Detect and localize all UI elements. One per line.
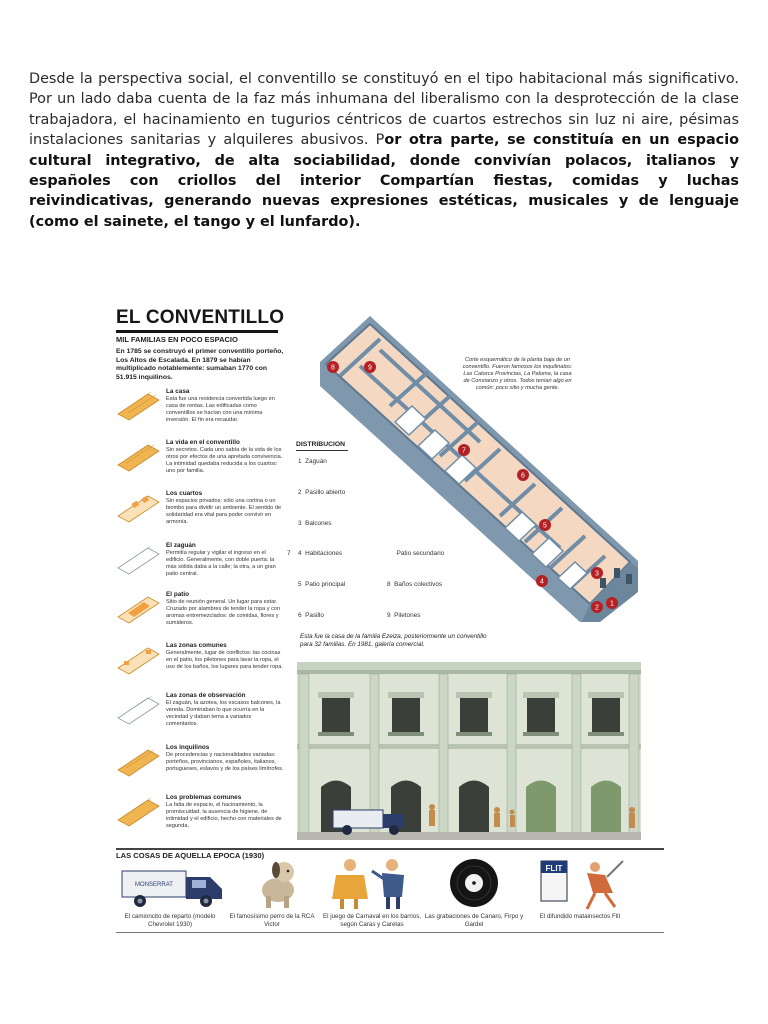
plan-marker-4	[536, 575, 548, 587]
sidebar-head: Los problemas comunes	[166, 794, 242, 801]
plan-thumbnail-icon	[116, 798, 161, 828]
plan-marker-8	[327, 361, 339, 373]
plan-marker-2	[591, 601, 603, 613]
sidebar-item-zonas-comunes	[116, 642, 296, 687]
svg-text:8: 8	[331, 364, 335, 372]
svg-text:4: 4	[540, 578, 544, 586]
distribucion-number: 7	[287, 550, 291, 557]
infographic-title: EL CONVENTILLO	[116, 307, 285, 328]
svg-text:MONSERRAT: MONSERRAT	[135, 882, 173, 888]
sidebar-item-cuartos	[116, 490, 296, 535]
svg-text:7: 7	[462, 447, 466, 455]
sidebar-text: Sitio de reunión general. Un lugar para estar. Cruzado por alambres de tender la ropa y con aromas entremezclados: de comidas, flores y sumideros.	[166, 599, 281, 626]
distribucion-heading: DISTRIBUCION	[296, 441, 346, 448]
infographic-subtitle: MIL FAMILIAS EN POCO ESPACIO	[116, 335, 238, 344]
plan-marker-3	[591, 567, 603, 579]
distribucion-label: Pasillo abierto	[305, 489, 346, 496]
sidebar-head: La casa	[166, 388, 190, 395]
sidebar-head: Las zonas comunes	[166, 642, 227, 649]
delivery-truck-icon	[118, 863, 230, 909]
plan-thumbnail-icon	[116, 646, 161, 676]
distribucion-label: Zaguán	[305, 458, 327, 465]
distribucion-number: 4	[298, 550, 302, 557]
distribucion-label: Balcones	[305, 520, 332, 527]
sidebar-text: Sin secretos. Cada uno sabía de la vida de los otros por efectos de una apretada convivencia. La intimidad quedaba reducida a los cuartos: uno por familia.	[166, 447, 283, 474]
intro-paragraph	[29, 69, 739, 232]
intro-normal-text: Desde la perspectiva social, el conventillo se constituyó en el tipo habitacional más significativo. Por un lado daba cuenta de la faz más inhumana del liberalismo con la desprotección de la clase trabajadora, el hacinamiento en tugurios céntricos de cuartos estrechos sin luz ni aire, pésimas instalaciones sanitarias y alquileres abusivos. P	[29, 71, 739, 149]
sidebar-head: Los cuartos	[166, 490, 203, 497]
sidebar-head: Los inquilinos	[166, 744, 210, 751]
plan-marker-6	[517, 469, 529, 481]
plan-marker-7	[458, 444, 470, 456]
sidebar-text: La falta de espacio, el hacinamiento, la promiscuidad, la ausencia de higiene, de intimidad y el edificio, hecho con materiales de segunda.	[166, 802, 282, 829]
plan-thumbnail-icon	[116, 748, 161, 778]
sidebar-text: El zaguán, la azotea, los escasos balcones, la vereda. Dominaban lo que ocurría en la vecindad y daban tema a variados comentarios.	[166, 700, 281, 727]
plan-thumbnail-icon	[116, 443, 161, 473]
infographic-lead: En 1785 se construyó el primer conventillo porteño, Los Altos de Escalada. En 1879 se habían multiplicado notablemente: sumaban 1770 con 51.915 inquilinos.	[116, 348, 284, 381]
distribucion-number: 9	[387, 612, 391, 619]
svg-text:6: 6	[521, 472, 525, 480]
sidebar-item-patio	[116, 591, 296, 636]
plan-thumbnail-icon	[116, 392, 161, 422]
epoca-caption-truck: El camioncito de reparto (modelo Chevrolet 1930)	[124, 913, 216, 928]
intro-bold-text: or otra parte, se constituía en un espacio cultural integrativo, de alta sociabilidad, donde convivían polacos, italianos y españoles con criollos del interior Compartían fiestas, comidas y luchas reivindicativas, generando nuevas expresiones estéticas, musicales y de lenguaje (como el sainete, el tango y el lunfardo).	[29, 132, 740, 230]
sidebar-item-observacion	[116, 692, 296, 737]
distribucion-number: 5	[298, 581, 302, 588]
distribucion-number: 6	[298, 612, 302, 619]
svg-text:3: 3	[595, 570, 599, 578]
sidebar-item-zaguan	[116, 542, 296, 587]
epoca-caption-flit: El difundido matainsectos Flit	[539, 913, 621, 920]
svg-text:5: 5	[543, 522, 547, 530]
distribucion-label: Pasillo	[305, 612, 324, 619]
sidebar-text: Sin espacios privados: sólo una cortina o un biombo para dividir un ambiente. El sentido de solidaridad era vital para poder convivir en armonía.	[166, 498, 282, 525]
sidebar-text: Generalmente, lugar de conflictos: las cocinas en el patio, los piletones para lavar la ropa, el uso de los baños, los lugares para tender ropa.	[166, 650, 283, 670]
epoca-heading: LAS COSAS DE AQUELLA EPOCA (1930)	[116, 851, 265, 860]
sidebar-item-inquilinos	[116, 744, 296, 789]
sidebar-head: El zaguán	[166, 542, 196, 549]
infographic	[110, 300, 644, 940]
sidebar-item-problemas	[116, 794, 296, 839]
distribucion-number: 2	[298, 489, 302, 496]
sidebar-text: De procedencias y nacionalidades variadas: porteños, provincianos, españoles, italianos, portugueses, eslavos y de los países limítrofes.	[166, 752, 284, 772]
svg-text:9: 9	[368, 364, 372, 372]
svg-text:FLIT: FLIT	[545, 864, 563, 873]
sidebar-head: La vida en el conventillo	[166, 439, 240, 446]
epoca-caption-dog: El famosísimo perro de la RCA Victor	[229, 913, 315, 928]
plan-marker-9	[364, 361, 376, 373]
carnival-icon	[322, 853, 418, 911]
sidebar-head: Las zonas de observación	[166, 692, 246, 699]
epoca-caption-carnival: El juego de Carnaval en los barrios, según Caras y Caretas	[322, 913, 422, 928]
plan-marker-5	[539, 519, 551, 531]
distribucion-number: 1	[298, 458, 302, 465]
sidebar-item-casa	[116, 388, 296, 433]
svg-text:2: 2	[595, 604, 599, 612]
floor-plan-illustration	[300, 306, 646, 622]
dog-icon	[248, 856, 304, 910]
plan-thumbnail-icon	[116, 546, 161, 576]
plan-note: Corte esquemático de la planta baja de un conventillo. Fueron famosos los inquilinatos: Las Catorce Provincias, La Paloma, la casa de Constanzo y otros. Todos tenían algo en común: poco sitio y mucha gente.	[462, 357, 573, 391]
facade-caption: Esta fue la casa de la familia Ezeiza, posteriormente un conventillo para 32 familias. En 1981, galería comercial.	[300, 633, 487, 648]
distribucion-label: Patio principal	[305, 581, 346, 588]
plan-thumbnail-icon	[116, 696, 161, 726]
facade-illustration	[297, 662, 641, 840]
epoca-bottom-rule	[116, 932, 664, 933]
distribucion-label: Habitaciones	[305, 550, 343, 557]
sidebar-text: Esta fue una residencia convertida luego en casa de rentas. Las edificadas como conventillos se hacían con una mínima inversión. El fin era recaudar.	[166, 396, 275, 423]
svg-text:1: 1	[610, 600, 614, 608]
plan-marker-1	[606, 597, 618, 609]
epoca-rule	[116, 848, 664, 850]
distribucion-label: Baños colectivos	[394, 581, 443, 588]
distribucion-number: 3	[298, 520, 302, 527]
distribucion-label: Patio secundario	[396, 550, 445, 557]
title-rule	[116, 330, 278, 333]
sidebar-head: El patio	[166, 591, 190, 598]
record-icon	[448, 857, 500, 909]
plan-thumbnail-icon	[116, 595, 161, 625]
epoca-caption-records: Las grabaciones de Canaro, Firpo y Gardel	[424, 913, 524, 928]
distribucion-number: 8	[387, 581, 391, 588]
sidebar-text: Permitía regular y vigilar el ingreso en el edificio. Generalmente, con doble puerta: la más sólida daba a la calle; la otra, a un gran patio central.	[166, 550, 276, 577]
distribucion-label: Piletones	[394, 612, 421, 619]
sidebar-item-vida	[116, 439, 296, 484]
plan-thumbnail-icon	[116, 494, 161, 524]
flit-can-icon	[535, 853, 631, 911]
